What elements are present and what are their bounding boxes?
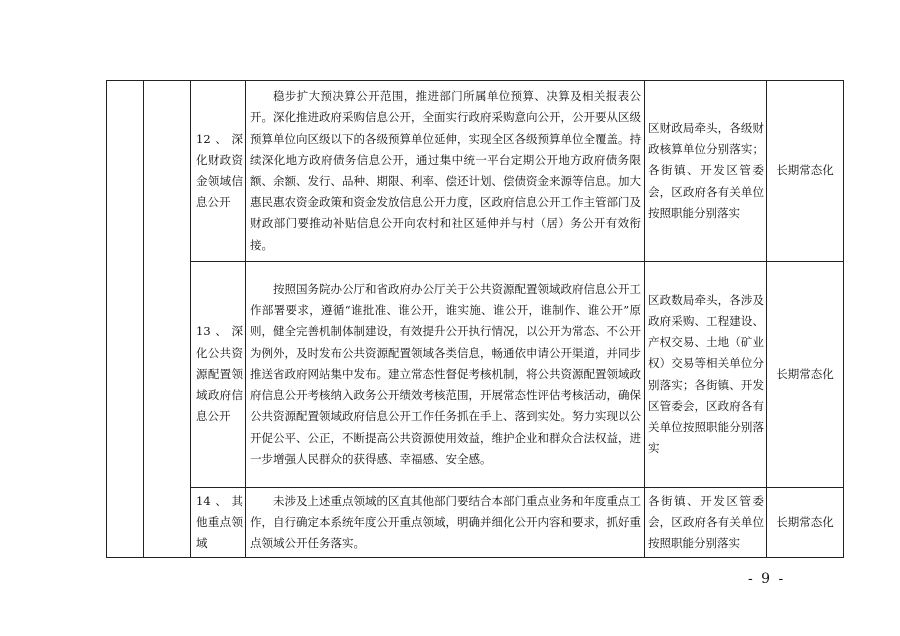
item-cell: 13、深化公共资源配置领域政府信息公开 — [191, 262, 246, 488]
page-number: - 9 - — [748, 571, 786, 587]
item-cell: 12、深化财政资金领域信息公开 — [191, 81, 246, 262]
item-cell: 14、其他重点领域 — [191, 488, 246, 558]
category-cell — [107, 81, 144, 558]
table-row — [107, 488, 844, 558]
content-cell — [246, 262, 645, 488]
content-text: 稳步扩大预决算公开范围，推进部门所属单位预算、决算及相关报表公开。深化推进政府采购信息公开，全面实行政府采购意向公开，公开要从区级预算单位向区级以下的各级预算单位延伸，实现全区各级预算单位全覆盖。持续深化地方政府债务信息公开，通过集中统一平台定期公开地方政府债务限额、余额、发行、品种、期限、利率、偿还计划、偿债资金来源等信息。加大惠民惠农资金政策和资金发放信息公开力度，区政府信息公开工作主管部门及财政部门要推动补贴信息公开向农村和社区延伸并与村（居）务公开有效衔接。 — [250, 89, 641, 252]
responsible-cell: 区政数局牵头，各涉及政府采购、工程建设、产权交易、土地（矿业权）交易等相关单位分别落实；各街镇、开发区管委会，区政府各有关单位按照职能分别落实 — [645, 262, 767, 488]
subcategory-cell — [144, 81, 191, 558]
table-row — [107, 262, 844, 488]
responsible-cell: 区财政局牵头，各级财政核算单位分别落实；各街镇、开发区管委会，区政府各有关单位按照职能分别落实 — [645, 81, 767, 262]
content-cell — [246, 81, 645, 262]
timeline-cell: 长期常态化 — [767, 262, 844, 488]
table-row — [107, 81, 844, 262]
content-text: 未涉及上述重点领域的区直其他部门要结合本部门重点业务和年度重点工作，自行确定本系统年度公开重点领域，明确并细化公开内容和要求，抓好重点领域公开任务落实。 — [250, 493, 641, 551]
content-cell — [246, 488, 645, 558]
task-table — [106, 80, 844, 558]
timeline-cell: 长期常态化 — [767, 488, 844, 558]
content-text: 按照国务院办公厅和省政府办公厅关于公共资源配置领域政府信息公开工作部署要求，遵循“谁批准、谁公开，谁实施、谁公开，谁制作、谁公开”原则，健全完善机制体制建设，有效提升公开执行情况，以公开为常态、不公开为例外，及时发布公共资源配置领域各类信息，畅通依申请公开渠道，并同步推送省政府网站集中发布。建立常态性督促考核机制，将公共资源配置领域政府信息公开考核纳入政务公开绩效考核范围，开展常态性评估考核活动，确保公共资源配置领域政府信息公开工作任务抓在手上、落到实处。努力实现以公开促公平、公正，不断提高公共资源使用效益，维护企业和群众合法权益，进一步增强人民群众的获得感、幸福感、安全感。 — [250, 282, 641, 466]
responsible-cell: 各街镇、开发区管委会，区政府各有关单位按照职能分别落实 — [645, 488, 767, 558]
timeline-cell: 长期常态化 — [767, 81, 844, 262]
